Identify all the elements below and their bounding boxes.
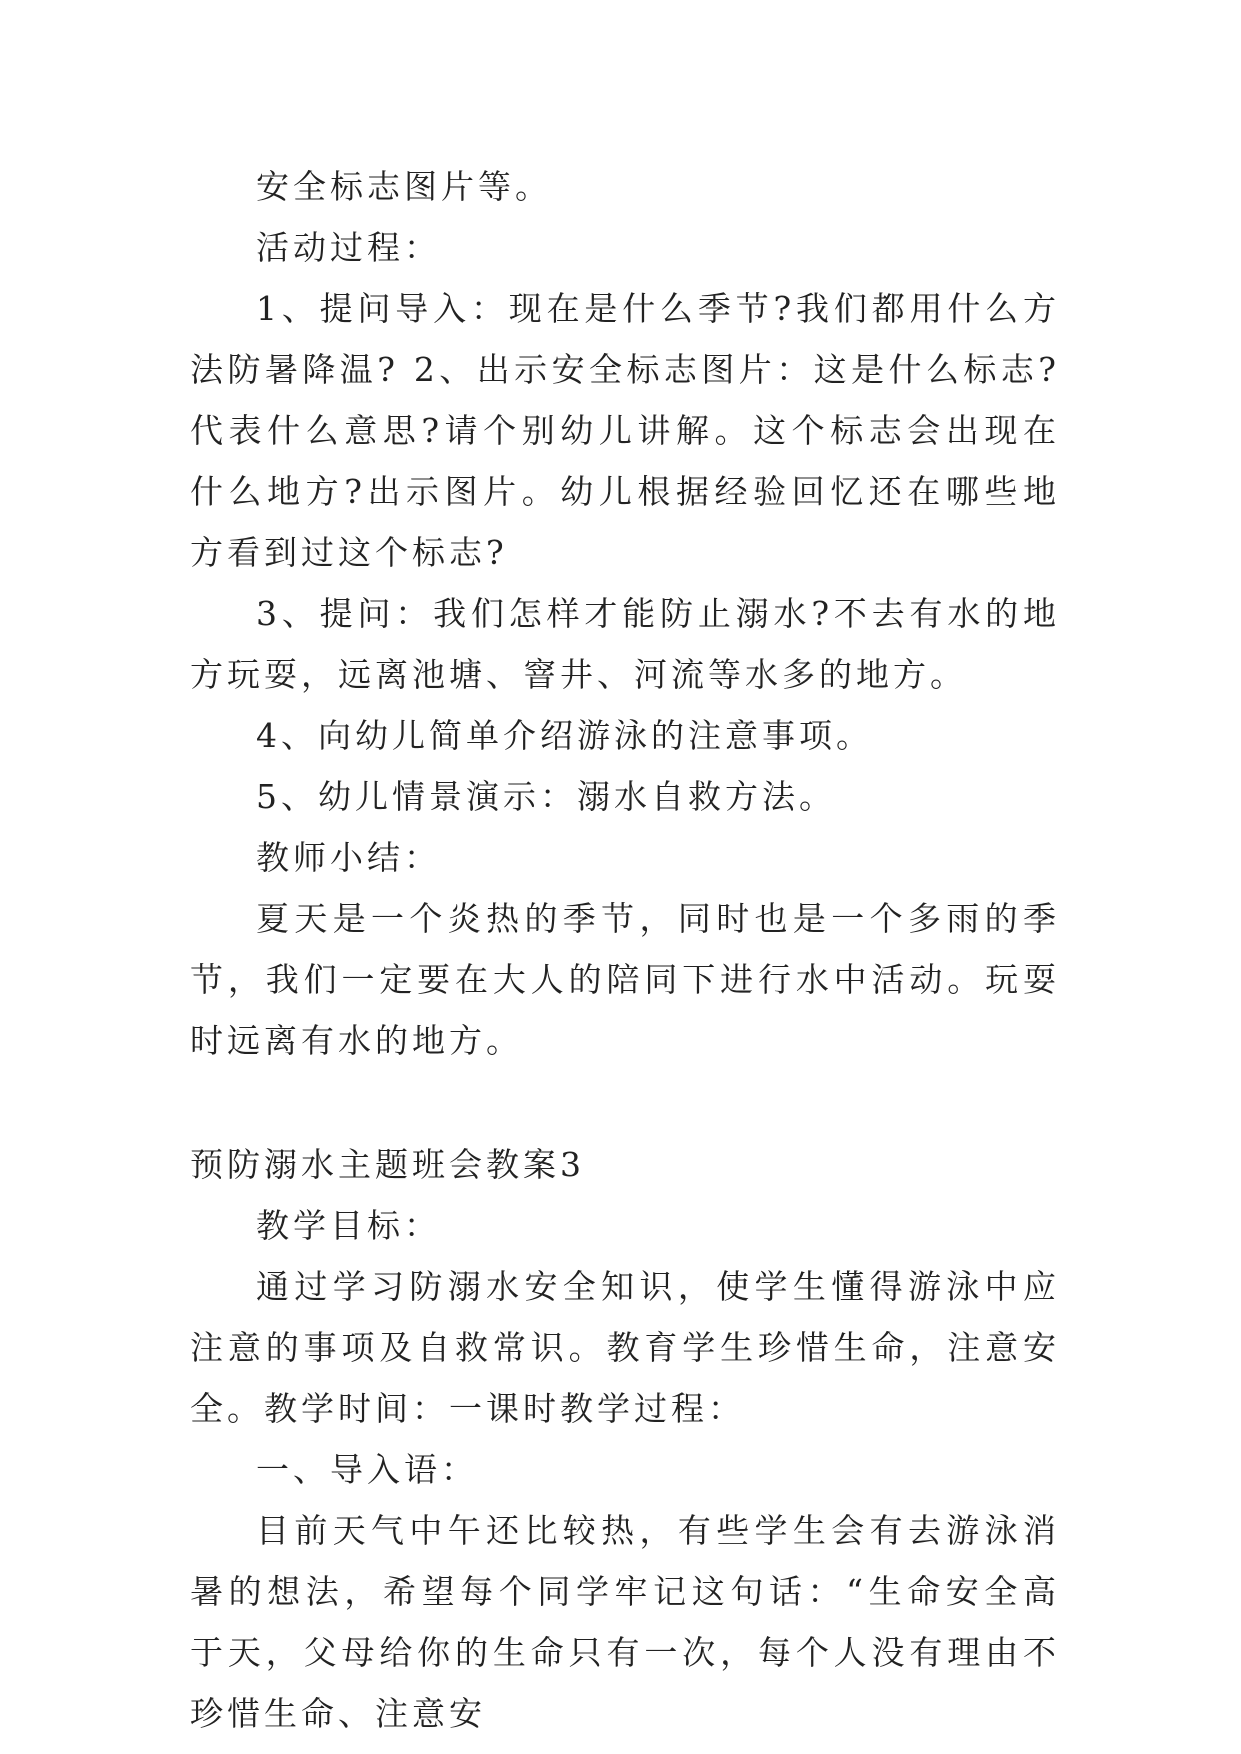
paragraph-step-1-2: 1、提问导入：现在是什么季节?我们都用什么方法防暑降温? 2、出示安全标志图片：这是什么标志?代表什么意思?请个别幼儿讲解。这个标志会出现在什么地方?出示图片。幼儿根据经验回忆还在哪些地方看到过这个标志?	[190, 289, 1060, 572]
paragraph-materials: 安全标志图片等。	[256, 167, 552, 206]
paragraph-step-4: 4、向幼儿简单介绍游泳的注意事项。	[256, 716, 873, 755]
paragraph-teaching-goal-label: 教学目标：	[256, 1206, 441, 1245]
section-title: 预防溺水主题班会教案3	[190, 1145, 585, 1184]
paragraph-teacher-summary-label: 教师小结：	[256, 838, 441, 877]
paragraph-step-3: 3、提问：我们怎样才能防止溺水?不去有水的地方玩耍，远离池塘、窨井、河流等水多的地方。	[190, 594, 1060, 694]
paragraph-activity-process: 活动过程：	[256, 228, 441, 267]
paragraph-intro-label: 一、导入语：	[256, 1450, 478, 1489]
paragraph-step-5: 5、幼儿情景演示：溺水自救方法。	[256, 777, 836, 816]
paragraph-teacher-summary: 夏天是一个炎热的季节，同时也是一个多雨的季节，我们一定要在大人的陪同下进行水中活动。玩耍时远离有水的地方。	[190, 899, 1060, 1060]
paragraph-intro-text: 目前天气中午还比较热，有些学生会有去游泳消暑的想法，希望每个同学牢记这句话：“生命安全高于天，父母给你的生命只有一次，每个人没有理由不珍惜生命、注意安	[190, 1511, 1060, 1733]
paragraph-teaching-goal: 通过学习防溺水安全知识，使学生懂得游泳中应注意的事项及自救常识。教育学生珍惜生命，注意安全。教学时间：一课时教学过程：	[190, 1267, 1060, 1428]
document-body	[190, 156, 1060, 1744]
